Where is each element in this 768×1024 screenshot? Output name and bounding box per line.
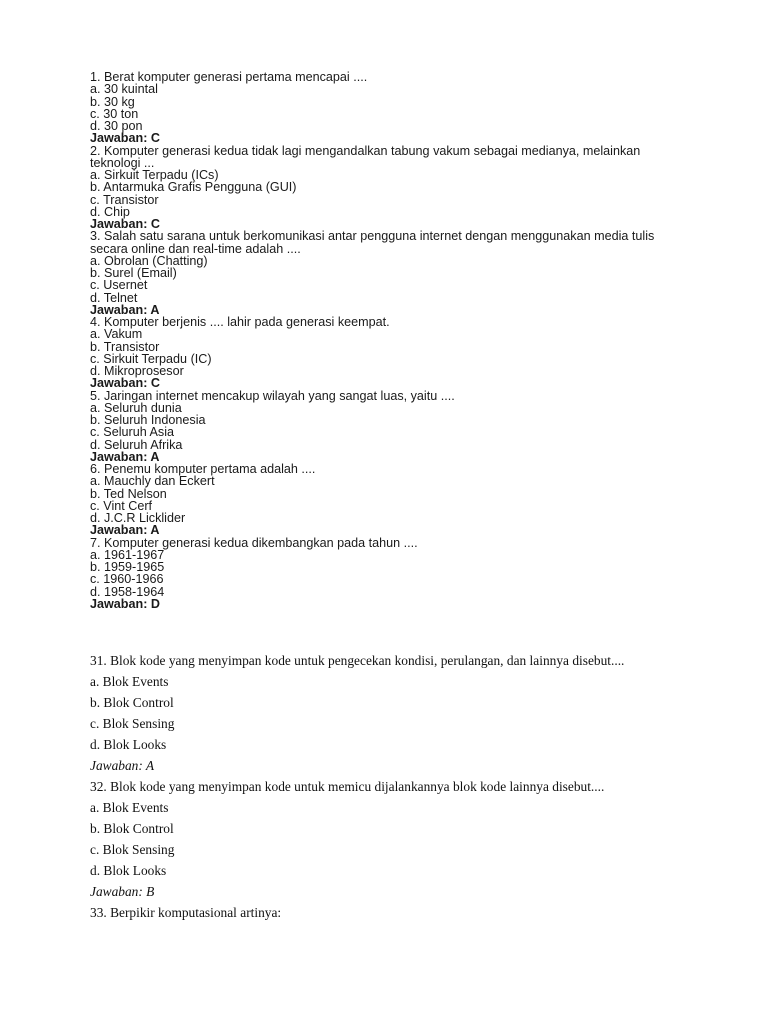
answer-option: a. Mauchly dan Eckert bbox=[90, 474, 215, 489]
answer-option: d. 30 pon bbox=[90, 119, 143, 133]
answer-option: c. 1960-1966 bbox=[90, 572, 164, 587]
answer-option: d. Seluruh Afrika bbox=[90, 437, 183, 452]
question-text: 33. Berpikir komputasional artinya: bbox=[90, 905, 282, 920]
answer-option: c. Sirkuit Terpadu (IC) bbox=[90, 351, 212, 366]
answer-option: c. Vint Cerf bbox=[90, 498, 153, 513]
answer-key: Jawaban: C bbox=[90, 217, 160, 231]
answer-option: a. Seluruh dunia bbox=[90, 400, 182, 415]
question-text: 32. Blok kode yang menyimpan kode untuk memicu dijalankannya blok kode lainnya disebut.... bbox=[90, 779, 605, 794]
answer-option: b. 1959-1965 bbox=[90, 560, 165, 574]
answer-option: d. Mikroprosesor bbox=[90, 364, 184, 378]
answer-option: b. 30 kg bbox=[90, 94, 135, 109]
answer-option: b. Blok Control bbox=[90, 821, 174, 836]
answer-option: d. J.C.R Licklider bbox=[90, 511, 186, 525]
quiz-section-blok-kode bbox=[90, 650, 690, 923]
answer-key: Jawaban: A bbox=[90, 302, 160, 317]
answer-option: b. Transistor bbox=[90, 339, 160, 354]
answer-option: c. 30 ton bbox=[90, 106, 139, 121]
answer-option: a. 30 kuintal bbox=[90, 82, 158, 97]
answer-option: c. Seluruh Asia bbox=[90, 425, 175, 440]
answer-key: Jawaban: D bbox=[90, 596, 160, 611]
answer-option: c. Usernet bbox=[90, 278, 148, 293]
answer-option: a. Blok Events bbox=[90, 674, 169, 689]
question-text: 5. Jaringan internet mencakup wilayah yang sangat luas, yaitu .... bbox=[90, 388, 455, 403]
question-text: 2. Komputer generasi kedua tidak lagi mengandalkan tabung vakum sebagai medianya, melainkan teknologi ... bbox=[90, 143, 641, 170]
quiz-section-generasi-komputer bbox=[90, 71, 690, 610]
answer-option: b. Blok Control bbox=[90, 695, 174, 710]
answer-option: a. 1961-1967 bbox=[90, 547, 165, 562]
answer-option: a. Blok Events bbox=[90, 800, 169, 815]
answer-option: b. Seluruh Indonesia bbox=[90, 413, 206, 427]
question-text: 1. Berat komputer generasi pertama mencapai .... bbox=[90, 70, 368, 84]
answer-option: d. Chip bbox=[90, 204, 130, 219]
answer-option: c. Blok Sensing bbox=[90, 842, 175, 857]
answer-key: Jawaban: C bbox=[90, 376, 160, 391]
question-text: 6. Penemu komputer pertama adalah .... bbox=[90, 462, 316, 476]
answer-option: d. Blok Looks bbox=[90, 863, 167, 878]
answer-option: c. Transistor bbox=[90, 192, 159, 207]
answer-option: d. 1958-1964 bbox=[90, 584, 165, 599]
question-text: 7. Komputer generasi kedua dikembangkan pada tahun .... bbox=[90, 535, 418, 550]
question-text: 3. Salah satu sarana untuk berkomunikasi antar pengguna internet dengan menggunakan media tulis secara online dan real-time adalah .... bbox=[90, 229, 655, 256]
answer-option: a. Vakum bbox=[90, 327, 143, 342]
answer-option: d. Telnet bbox=[90, 290, 138, 305]
answer-key: Jawaban: B bbox=[90, 884, 155, 899]
answer-key: Jawaban: A bbox=[90, 758, 155, 773]
answer-option: a. Obrolan (Chatting) bbox=[90, 253, 208, 268]
answer-option: c. Blok Sensing bbox=[90, 716, 175, 731]
answer-key: Jawaban: C bbox=[90, 131, 160, 146]
answer-option: b. Antarmuka Grafis Pengguna (GUI) bbox=[90, 180, 297, 195]
answer-key: Jawaban: A bbox=[90, 523, 160, 538]
answer-option: b. Surel (Email) bbox=[90, 266, 177, 280]
question-text: 4. Komputer berjenis .... lahir pada generasi keempat. bbox=[90, 315, 390, 329]
answer-option: a. Sirkuit Terpadu (ICs) bbox=[90, 168, 219, 182]
answer-key: Jawaban: A bbox=[90, 449, 160, 464]
question-text: 31. Blok kode yang menyimpan kode untuk pengecekan kondisi, perulangan, dan lainnya disebut.... bbox=[90, 653, 625, 668]
answer-option: d. Blok Looks bbox=[90, 737, 167, 752]
answer-option: b. Ted Nelson bbox=[90, 486, 167, 501]
